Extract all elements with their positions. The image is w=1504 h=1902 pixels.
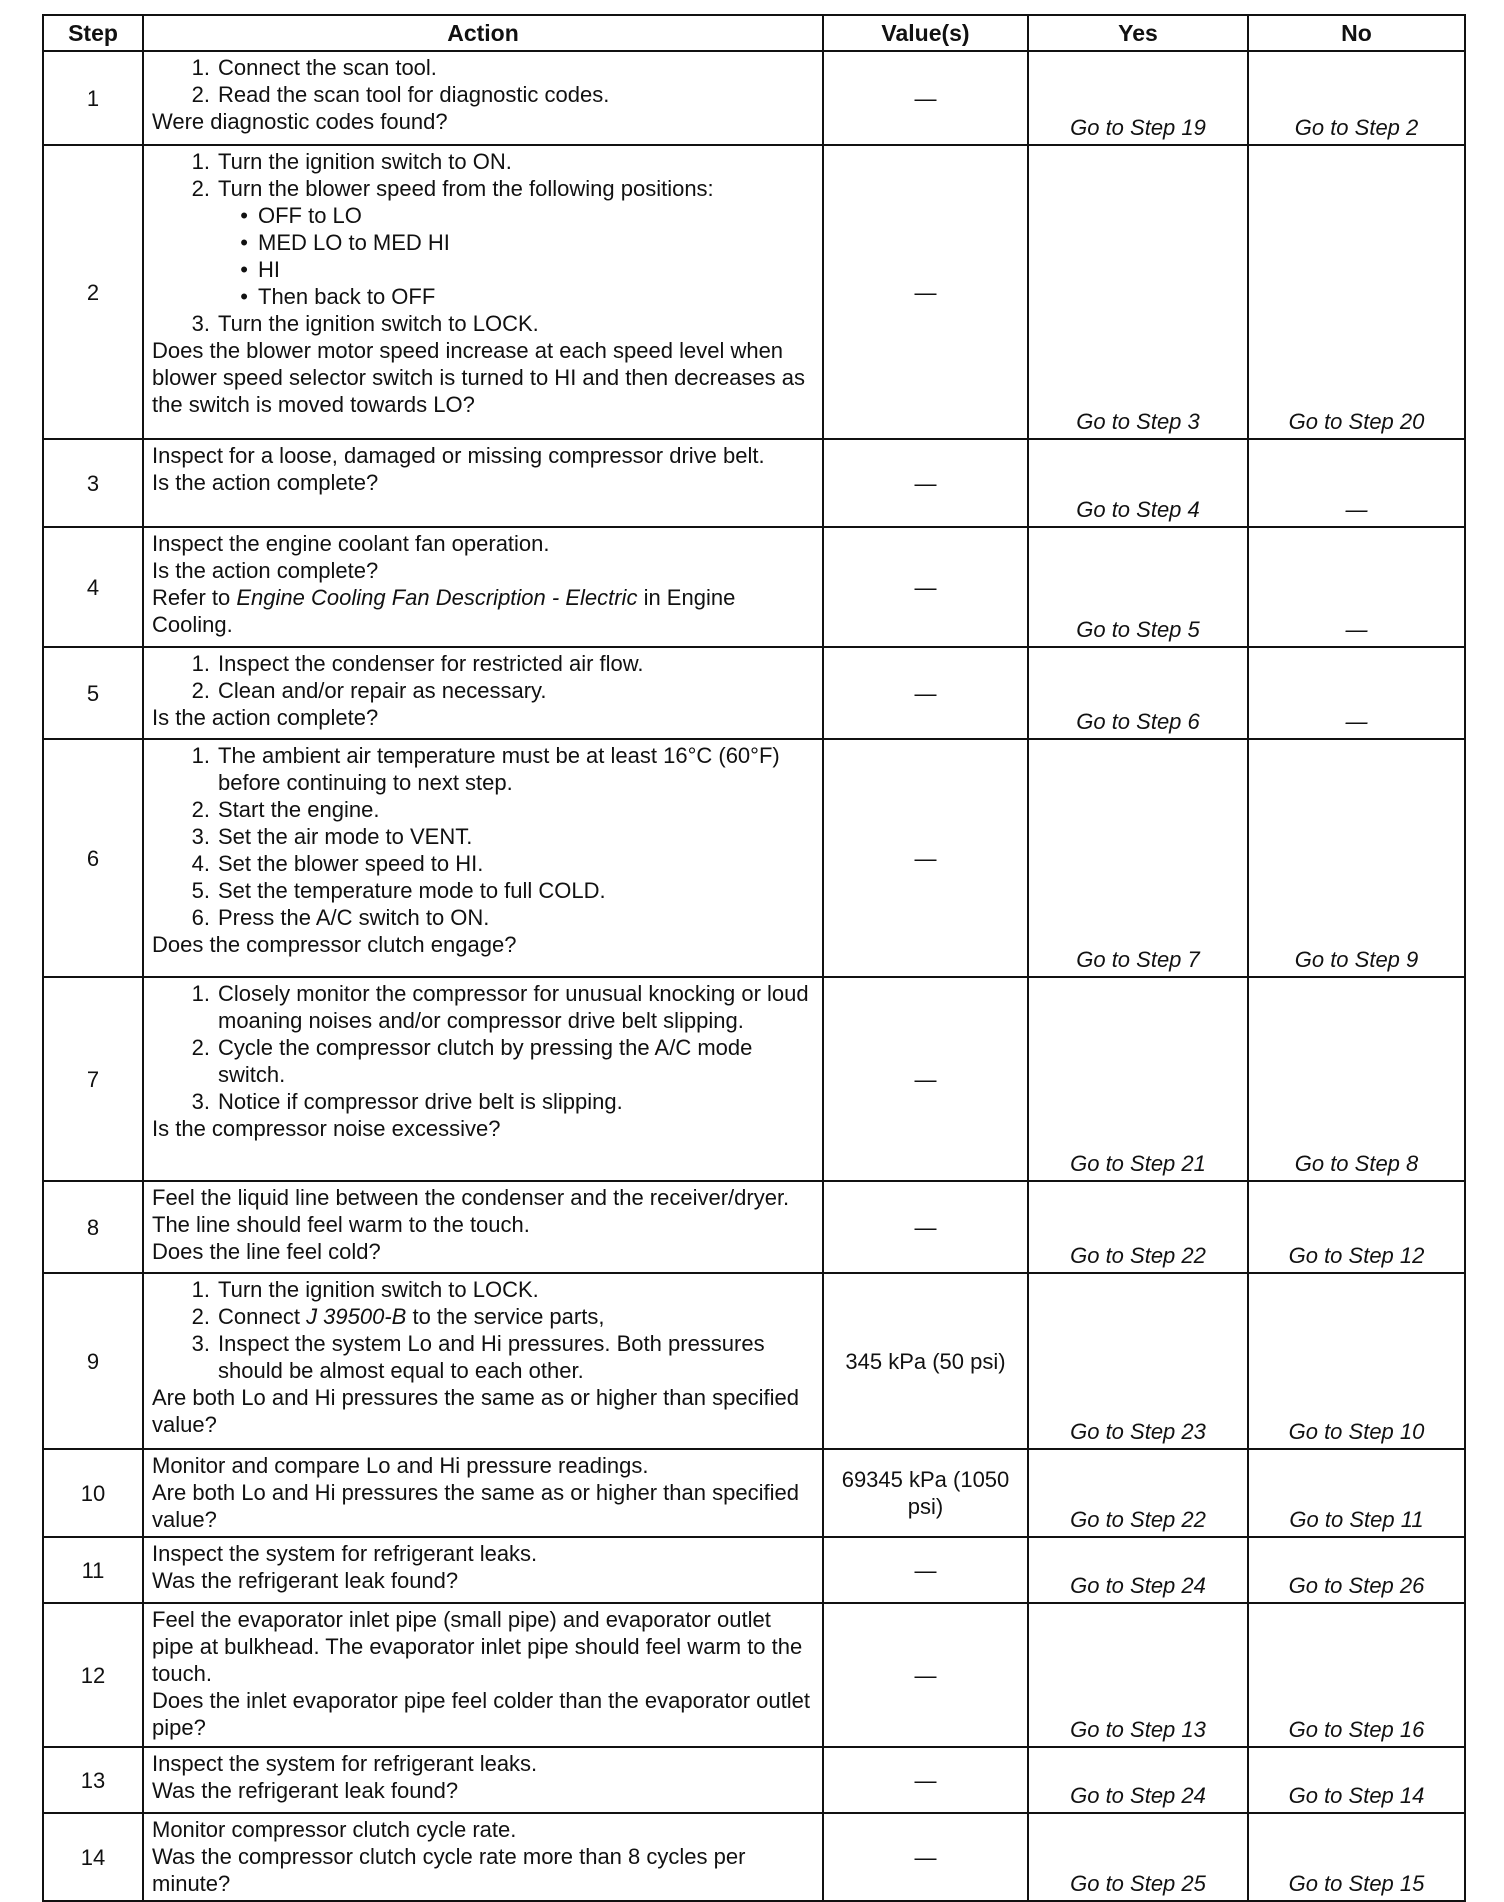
action-cell — [143, 145, 823, 439]
action-step — [152, 1034, 816, 1088]
value-cell: — — [823, 739, 1028, 977]
action-cell — [143, 527, 823, 647]
action-step-number: 1. — [191, 1277, 210, 1302]
step-number: 1 — [43, 51, 143, 145]
value-cell: 345 kPa (50 psi) — [823, 1273, 1028, 1449]
value-cell: — — [823, 145, 1028, 439]
step-number: 6 — [43, 739, 143, 977]
table-row — [43, 647, 1465, 739]
table-row — [43, 1747, 1465, 1813]
value-cell: 69345 kPa (1050 psi) — [823, 1449, 1028, 1537]
action-step-text: Turn the ignition switch to LOCK. — [218, 311, 539, 336]
action-step — [152, 677, 816, 704]
step-number: 3 — [43, 439, 143, 527]
diagnostic-page — [42, 14, 1464, 1902]
yes-link: Go to Step 5 — [1028, 527, 1248, 647]
yes-link: Go to Step 22 — [1028, 1181, 1248, 1273]
header-step: Step — [43, 15, 143, 51]
action-text: Is the action complete? — [152, 705, 379, 730]
bullet-icon: • — [240, 284, 248, 309]
action-step — [152, 81, 816, 108]
value-cell: — — [823, 1813, 1028, 1901]
action-text: Are both Lo and Hi pressures the same as or higher than specified value? — [152, 1480, 799, 1532]
action-step — [152, 650, 816, 677]
action-text: Feel the liquid line between the condenser and the receiver/dryer. The line should feel warm to the touch. — [152, 1185, 790, 1237]
yes-link: Go to Step 24 — [1028, 1747, 1248, 1813]
action-step-text: Set the temperature mode to full COLD. — [218, 878, 606, 903]
action-cell — [143, 1449, 823, 1537]
no-link: — — [1248, 439, 1465, 527]
no-link: Go to Step 26 — [1248, 1537, 1465, 1603]
value-cell: — — [823, 1603, 1028, 1747]
no-link: Go to Step 12 — [1248, 1181, 1465, 1273]
action-text: Was the refrigerant leak found? — [152, 1778, 459, 1803]
action-cell — [143, 1181, 823, 1273]
action-text: Feel the evaporator inlet pipe (small pipe) and evaporator outlet pipe at bulkhead. The evaporator inlet pipe should feel warm to the touch. — [152, 1607, 803, 1686]
action-step-number: 1. — [191, 651, 210, 676]
value-cell: — — [823, 51, 1028, 145]
step-number: 11 — [43, 1537, 143, 1603]
yes-link: Go to Step 23 — [1028, 1273, 1248, 1449]
table-row — [43, 1813, 1465, 1901]
header-action: Action — [143, 15, 823, 51]
action-text: Does the inlet evaporator pipe feel colder than the evaporator outlet pipe? — [152, 1688, 810, 1740]
value-cell: — — [823, 439, 1028, 527]
action-bullet — [152, 283, 816, 310]
value-cell: — — [823, 1747, 1028, 1813]
action-step-text: Clean and/or repair as necessary. — [218, 678, 547, 703]
step-number: 13 — [43, 1747, 143, 1813]
action-step-number: 2. — [191, 678, 210, 703]
header-yes: Yes — [1028, 15, 1248, 51]
action-text: Are both Lo and Hi pressures the same as or higher than specified value? — [152, 1385, 799, 1437]
action-step-number: 1. — [191, 149, 210, 174]
action-step — [152, 904, 816, 931]
action-step-number: 1. — [191, 743, 210, 768]
action-step-number: 4. — [191, 851, 210, 876]
no-link: Go to Step 15 — [1248, 1813, 1465, 1901]
reference-suffix: to the service parts, — [406, 1304, 605, 1329]
action-text: Is the compressor noise excessive? — [152, 1116, 501, 1141]
action-step — [152, 54, 816, 81]
action-text: Does the line feel cold? — [152, 1239, 381, 1264]
action-cell — [143, 1537, 823, 1603]
step-number: 2 — [43, 145, 143, 439]
action-text: Inspect the engine coolant fan operation. — [152, 531, 550, 556]
action-step — [152, 823, 816, 850]
action-step-number: 2. — [191, 797, 210, 822]
action-step-text: Read the scan tool for diagnostic codes. — [218, 82, 610, 107]
value-cell: — — [823, 527, 1028, 647]
action-step-number: 3. — [191, 1089, 210, 1114]
table-row — [43, 439, 1465, 527]
action-step-number: 2. — [191, 1304, 210, 1329]
table-row — [43, 51, 1465, 145]
value-cell: — — [823, 1181, 1028, 1273]
yes-link: Go to Step 22 — [1028, 1449, 1248, 1537]
step-number: 4 — [43, 527, 143, 647]
action-step-text: Press the A/C switch to ON. — [218, 905, 490, 930]
no-link: — — [1248, 527, 1465, 647]
action-step-text: Connect the scan tool. — [218, 55, 437, 80]
value-cell: — — [823, 647, 1028, 739]
table-row — [43, 527, 1465, 647]
action-step-number: 6. — [191, 905, 210, 930]
action-step — [152, 877, 816, 904]
reference-text — [152, 584, 816, 638]
action-step — [152, 175, 816, 202]
action-step — [152, 980, 816, 1034]
no-link: Go to Step 9 — [1248, 739, 1465, 977]
action-cell — [143, 1747, 823, 1813]
bullet-text: MED LO to MED HI — [258, 230, 450, 255]
yes-link: Go to Step 24 — [1028, 1537, 1248, 1603]
action-step-text: Turn the ignition switch to ON. — [218, 149, 512, 174]
action-text: Inspect for a loose, damaged or missing compressor drive belt. — [152, 443, 765, 468]
no-link: Go to Step 10 — [1248, 1273, 1465, 1449]
action-step-text: Closely monitor the compressor for unusual knocking or loud moaning noises and/or compressor drive belt slipping. — [218, 981, 809, 1033]
action-step-number: 5. — [191, 878, 210, 903]
action-step — [152, 1276, 816, 1303]
table-body — [43, 51, 1465, 1901]
no-link: Go to Step 11 — [1248, 1449, 1465, 1537]
bullet-icon: • — [240, 230, 248, 255]
action-text: Does the compressor clutch engage? — [152, 932, 517, 957]
action-step — [152, 796, 816, 823]
action-step — [152, 1330, 816, 1384]
header-row — [43, 15, 1465, 51]
action-step-number: 2. — [191, 82, 210, 107]
action-bullet — [152, 202, 816, 229]
yes-link: Go to Step 21 — [1028, 977, 1248, 1181]
yes-link: Go to Step 3 — [1028, 145, 1248, 439]
action-step — [152, 742, 816, 796]
value-cell: — — [823, 1537, 1028, 1603]
action-cell — [143, 977, 823, 1181]
action-text: Inspect the system for refrigerant leaks. — [152, 1751, 538, 1776]
action-step-text: Set the air mode to VENT. — [218, 824, 473, 849]
action-text: Does the blower motor speed increase at each speed level when blower speed selector switch is turned to HI and then decreases as the switch is moved towards LO? — [152, 338, 806, 417]
reference-title: J 39500-B — [306, 1304, 407, 1329]
table-row — [43, 1537, 1465, 1603]
action-text: Inspect the system for refrigerant leaks. — [152, 1541, 538, 1566]
table-row — [43, 145, 1465, 439]
action-cell — [143, 439, 823, 527]
table-row — [43, 1603, 1465, 1747]
action-text: Was the refrigerant leak found? — [152, 1568, 459, 1593]
no-link: Go to Step 20 — [1248, 145, 1465, 439]
action-bullet — [152, 229, 816, 256]
action-step-text: Turn the blower speed from the following positions: — [218, 176, 714, 201]
step-number: 7 — [43, 977, 143, 1181]
no-link: Go to Step 16 — [1248, 1603, 1465, 1747]
action-step-number: 3. — [191, 311, 210, 336]
bullet-text: HI — [258, 257, 280, 282]
action-text: Was the compressor clutch cycle rate more than 8 cycles per minute? — [152, 1844, 746, 1896]
step-number: 9 — [43, 1273, 143, 1449]
action-step-text: Inspect the system Lo and Hi pressures. Both pressures should be almost equal to each other. — [218, 1331, 765, 1383]
yes-link: Go to Step 7 — [1028, 739, 1248, 977]
no-link: Go to Step 14 — [1248, 1747, 1465, 1813]
reference-prefix: Connect — [218, 1304, 307, 1329]
action-step-text: Cycle the compressor clutch by pressing the A/C mode switch. — [218, 1035, 753, 1087]
bullet-icon: • — [240, 203, 248, 228]
bullet-text: Then back to OFF — [258, 284, 436, 309]
table-row — [43, 739, 1465, 977]
step-number: 12 — [43, 1603, 143, 1747]
action-cell — [143, 1603, 823, 1747]
action-text: Monitor compressor clutch cycle rate. — [152, 1817, 517, 1842]
action-step — [152, 148, 816, 175]
step-number: 8 — [43, 1181, 143, 1273]
action-step-text: Notice if compressor drive belt is slipping. — [218, 1089, 623, 1114]
step-number: 5 — [43, 647, 143, 739]
action-step-text: Inspect the condenser for restricted air flow. — [218, 651, 644, 676]
table-row — [43, 977, 1465, 1181]
action-step-number: 2. — [191, 176, 210, 201]
yes-link: Go to Step 4 — [1028, 439, 1248, 527]
step-number: 10 — [43, 1449, 143, 1537]
action-step — [152, 850, 816, 877]
action-step-number: 2. — [191, 1035, 210, 1060]
action-cell — [143, 51, 823, 145]
action-text: Is the action complete? — [152, 470, 379, 495]
bullet-text: OFF to LO — [258, 203, 362, 228]
no-link: Go to Step 8 — [1248, 977, 1465, 1181]
action-step-text — [218, 1303, 816, 1330]
action-step-number: 1. — [191, 55, 210, 80]
reference-suffix: in Engine Cooling. — [152, 585, 736, 637]
no-link: Go to Step 2 — [1248, 51, 1465, 145]
action-step-number: 1. — [191, 981, 210, 1006]
action-step — [152, 310, 816, 337]
action-cell — [143, 647, 823, 739]
action-step — [152, 1088, 816, 1115]
reference-prefix: Refer to — [152, 585, 237, 610]
action-step-number: 3. — [191, 824, 210, 849]
yes-link: Go to Step 25 — [1028, 1813, 1248, 1901]
action-step — [152, 1303, 816, 1330]
action-text: Were diagnostic codes found? — [152, 109, 448, 134]
action-step-text: The ambient air temperature must be at least 16°C (60°F) before continuing to next step. — [218, 743, 780, 795]
table-row — [43, 1273, 1465, 1449]
bullet-icon: • — [240, 257, 248, 282]
action-cell — [143, 1273, 823, 1449]
reference-title: Engine Cooling Fan Description - Electric — [236, 585, 638, 610]
yes-link: Go to Step 6 — [1028, 647, 1248, 739]
action-cell — [143, 739, 823, 977]
action-step-text: Set the blower speed to HI. — [218, 851, 484, 876]
yes-link: Go to Step 13 — [1028, 1603, 1248, 1747]
table-row — [43, 1181, 1465, 1273]
header-no: No — [1248, 15, 1465, 51]
action-cell — [143, 1813, 823, 1901]
action-step-text: Turn the ignition switch to LOCK. — [218, 1277, 539, 1302]
action-step-number: 3. — [191, 1331, 210, 1356]
yes-link: Go to Step 19 — [1028, 51, 1248, 145]
diagnostic-table — [42, 14, 1466, 1902]
step-number: 14 — [43, 1813, 143, 1901]
table-row — [43, 1449, 1465, 1537]
no-link: — — [1248, 647, 1465, 739]
value-cell: — — [823, 977, 1028, 1181]
header-values: Value(s) — [823, 15, 1028, 51]
action-text: Is the action complete? — [152, 558, 379, 583]
action-step-text: Start the engine. — [218, 797, 380, 822]
action-text: Monitor and compare Lo and Hi pressure readings. — [152, 1453, 649, 1478]
action-bullet — [152, 256, 816, 283]
